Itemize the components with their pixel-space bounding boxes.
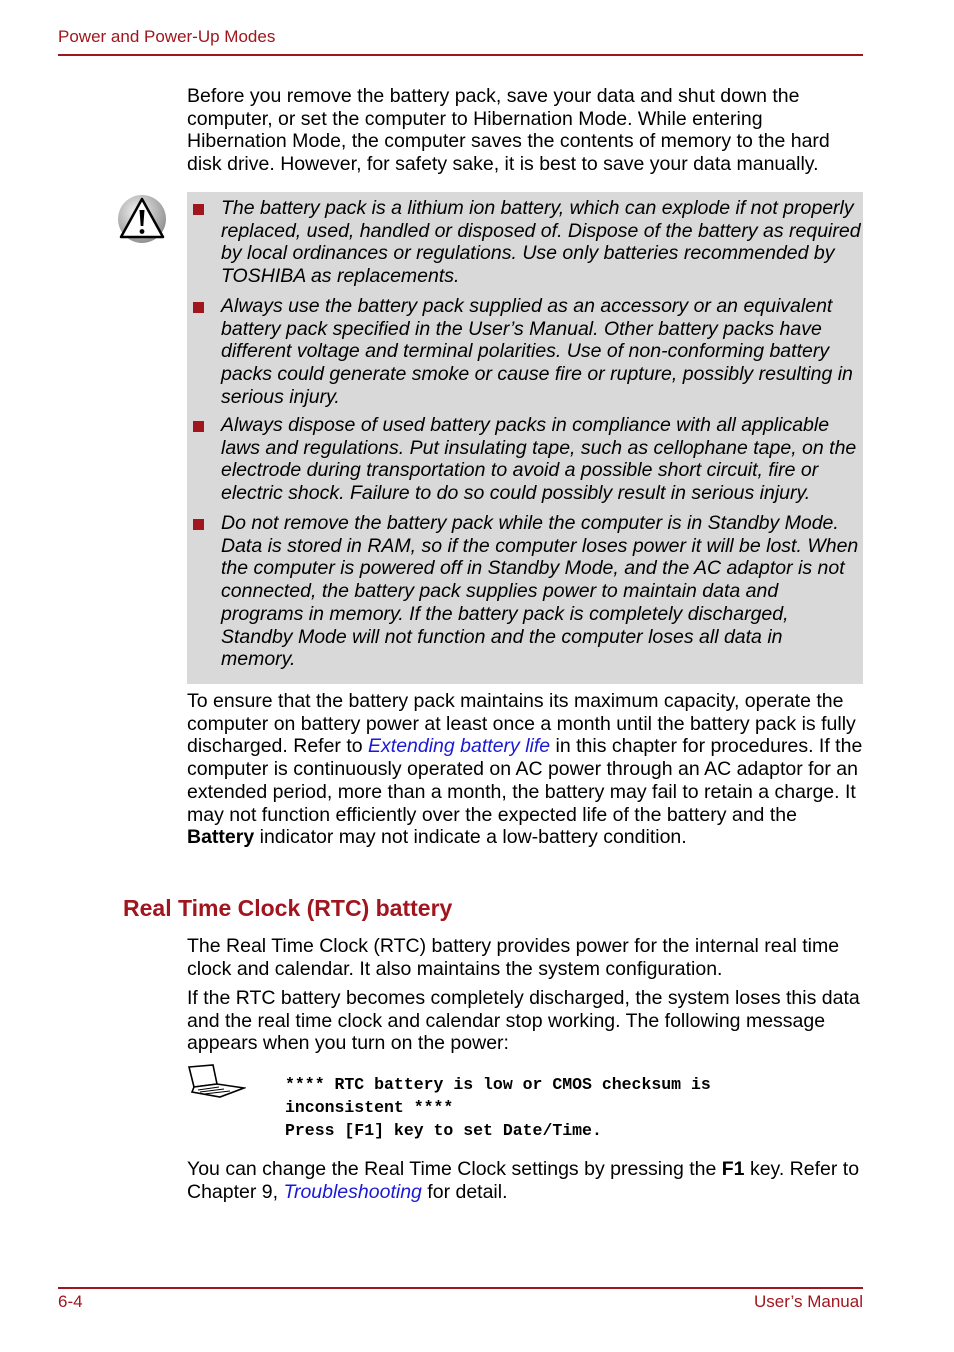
code-line-3: Press [F1] key to set Date/Time. xyxy=(285,1121,602,1140)
code-line-1: **** RTC battery is low or CMOS checksum is xyxy=(285,1075,711,1094)
section-heading: Real Time Clock (RTC) battery xyxy=(123,895,453,921)
bullet-marker xyxy=(193,204,204,215)
bullet-marker xyxy=(193,302,204,313)
header-rule xyxy=(58,54,863,56)
rtc-paragraph-2 xyxy=(187,987,863,1055)
warning-triangle-icon xyxy=(116,193,168,245)
f1-key-term: F1 xyxy=(721,1158,745,1180)
capacity-text-3: indicator may not indicate a low-battery condition. xyxy=(254,826,687,849)
capacity-text-1: To ensure that the battery pack maintains its maximum capacity, operate the computer on battery power at least once a month until the battery pack is fully discharged. Refer to xyxy=(187,690,856,758)
change-paragraph xyxy=(187,1158,863,1203)
troubleshooting-link[interactable]: Troubleshooting xyxy=(283,1180,422,1203)
change-text-3: for detail. xyxy=(421,1180,508,1203)
extending-battery-life-link[interactable]: Extending battery life xyxy=(368,735,551,758)
page-number: 6-4 xyxy=(58,1292,83,1311)
warning-item-4: Do not remove the battery pack while the computer is in Standby Mode. Data is stored in RAM, so if the computer loses power it will be lost. When the computer is powered off in Standby Mode, and the AC adaptor is not connected, the battery pack supplies power to maintain data and programs in memory. If the battery pack is completely discharged, Standby Mode will not function and the computer loses all data in memory. xyxy=(221,512,859,671)
code-line-2: inconsistent **** xyxy=(285,1098,454,1117)
warning-item-1: The battery pack is a lithium ion battery, which can explode if not properly replaced, used, handled or disposed of. Dispose of the battery as required by local ordinances or regulations. Use only batteries recommended by TOSHIBA as replacements. xyxy=(221,197,861,288)
rtc-text-2: If the RTC battery becomes completely discharged, the system loses this data and the real time clock and calendar stop working. The following message appears when you turn on the power: xyxy=(187,987,860,1055)
bullet-marker xyxy=(193,421,204,432)
change-text-1: You can change the Real Time Clock settings by pressing the xyxy=(187,1158,722,1180)
warning-item-3: Always dispose of used battery packs in compliance with all applicable laws and regulations. Put insulating tape, such as cellophane tape, on the electrode during transportation to avoid a possible short circuit, fire or electric shock. Failure to do so could possibly result in serious injury. xyxy=(221,414,857,505)
capacity-paragraph xyxy=(187,690,863,849)
battery-indicator-term: Battery xyxy=(187,826,255,849)
capacity-text-2: in this chapter for procedures. If the computer is continuously operated on AC power through an AC adaptor for an extended period, more than a month, the battery may fail to retain a charge. It may not function efficiently over the expected life of the battery and the xyxy=(187,735,863,826)
intro-text: Before you remove the battery pack, save your data and shut down the computer, or set the computer to Hibernation Mode. While entering Hibernation Mode, the computer saves the contents of memory to the hard disk drive. However, for safety sake, it is best to save your data manually. xyxy=(187,85,830,176)
laptop-note-icon xyxy=(186,1064,246,1100)
warning-item-2: Always use the battery pack supplied as an accessory or an equivalent battery pack specified in the User’s Manual. Other battery packs have different voltage and terminal polarities. Use of non-conforming battery packs could generate smoke or cause fire or rupture, possibly resulting in serious injury. xyxy=(221,295,853,408)
footer-rule xyxy=(58,1287,863,1289)
bullet-marker xyxy=(193,519,204,530)
change-text-2: key. Refer to Chapter 9, xyxy=(187,1158,860,1203)
warning-box xyxy=(187,192,863,684)
rtc-text-1: The Real Time Clock (RTC) battery provides power for the internal real time clock and calendar. It also maintains the system configuration. xyxy=(187,935,840,980)
intro-paragraph xyxy=(187,85,863,176)
running-header: Power and Power-Up Modes xyxy=(58,27,276,46)
manual-title: User’s Manual xyxy=(754,1292,863,1311)
rtc-paragraph-1 xyxy=(187,935,863,980)
rtc-error-message xyxy=(285,1073,711,1142)
